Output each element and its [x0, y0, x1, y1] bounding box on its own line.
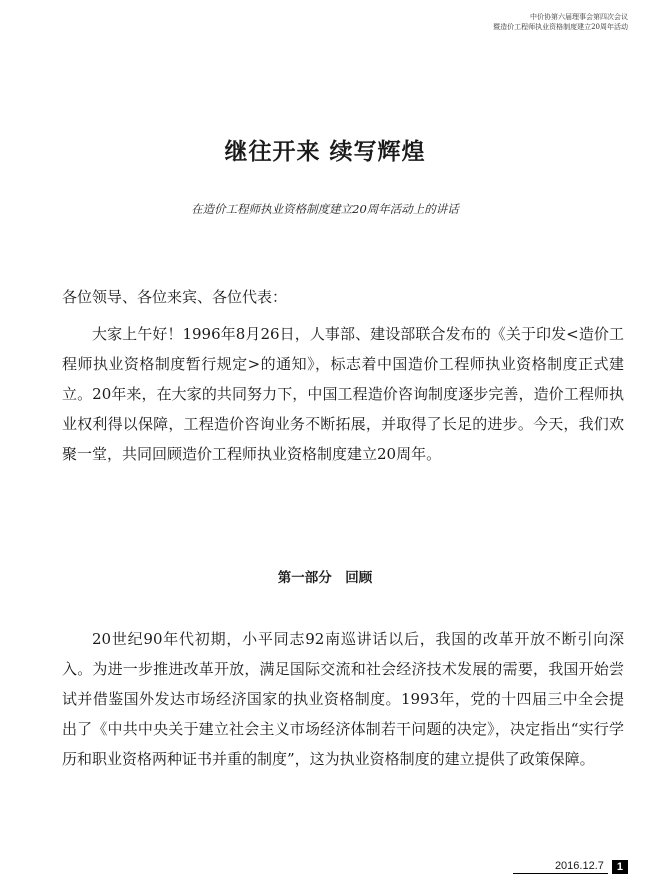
paragraph-1: 大家上午好！1996年8月26日，人事部、建设部联合发布的《关于印发<造价工程师执业资格制度暂行规定>的通知》，标志着中国造价工程师执业资格制度正式建立。20年来，在大家的共同努力下，中国工程造价咨询制度逐步完善，造价工程师执业权利得以保障，工程造价咨询业务不断拓展，并取得了长足的进步。今天，我们欢聚一堂，共同回顾造价工程师执业资格制度建立20周年。 — [62, 325, 624, 463]
salutation: 各位领导、各位来宾、各位代表： — [62, 288, 288, 306]
page-footer — [513, 860, 628, 874]
header-line-2: 暨造价工程师执业资格制度建立20周年活动 — [493, 23, 628, 31]
paragraph-2: 20世纪90年代初期，小平同志92南巡讲话以后，我国的改革开放不断引向深入。为进一步推进改革开放，满足国际交流和社会经济技术发展的需要，我国开始尝试并借鉴国外发达市场经济国家的执业资格制度。1993年，党的十四届三中全会提出了《中共中央关于建立社会主义市场经济体制若干问题的决定》，决定指出“实行学历和职业资格两种证书并重的制度”，这为执业资格制度的建立提供了政策保障。 — [62, 630, 624, 768]
running-header — [298, 12, 628, 32]
page-number: 1 — [612, 860, 628, 874]
section-heading: 第一部分 回顾 — [277, 570, 373, 586]
article-subtitle: 在造价工程师执业资格制度建立20周年活动上的讲话 — [191, 202, 459, 216]
header-line-1: 中价协第六届理事会第四次会议 — [530, 13, 628, 21]
issue-date: 2016.12.7 — [513, 860, 608, 874]
article-title: 继往开来 续写辉煌 — [224, 138, 426, 165]
